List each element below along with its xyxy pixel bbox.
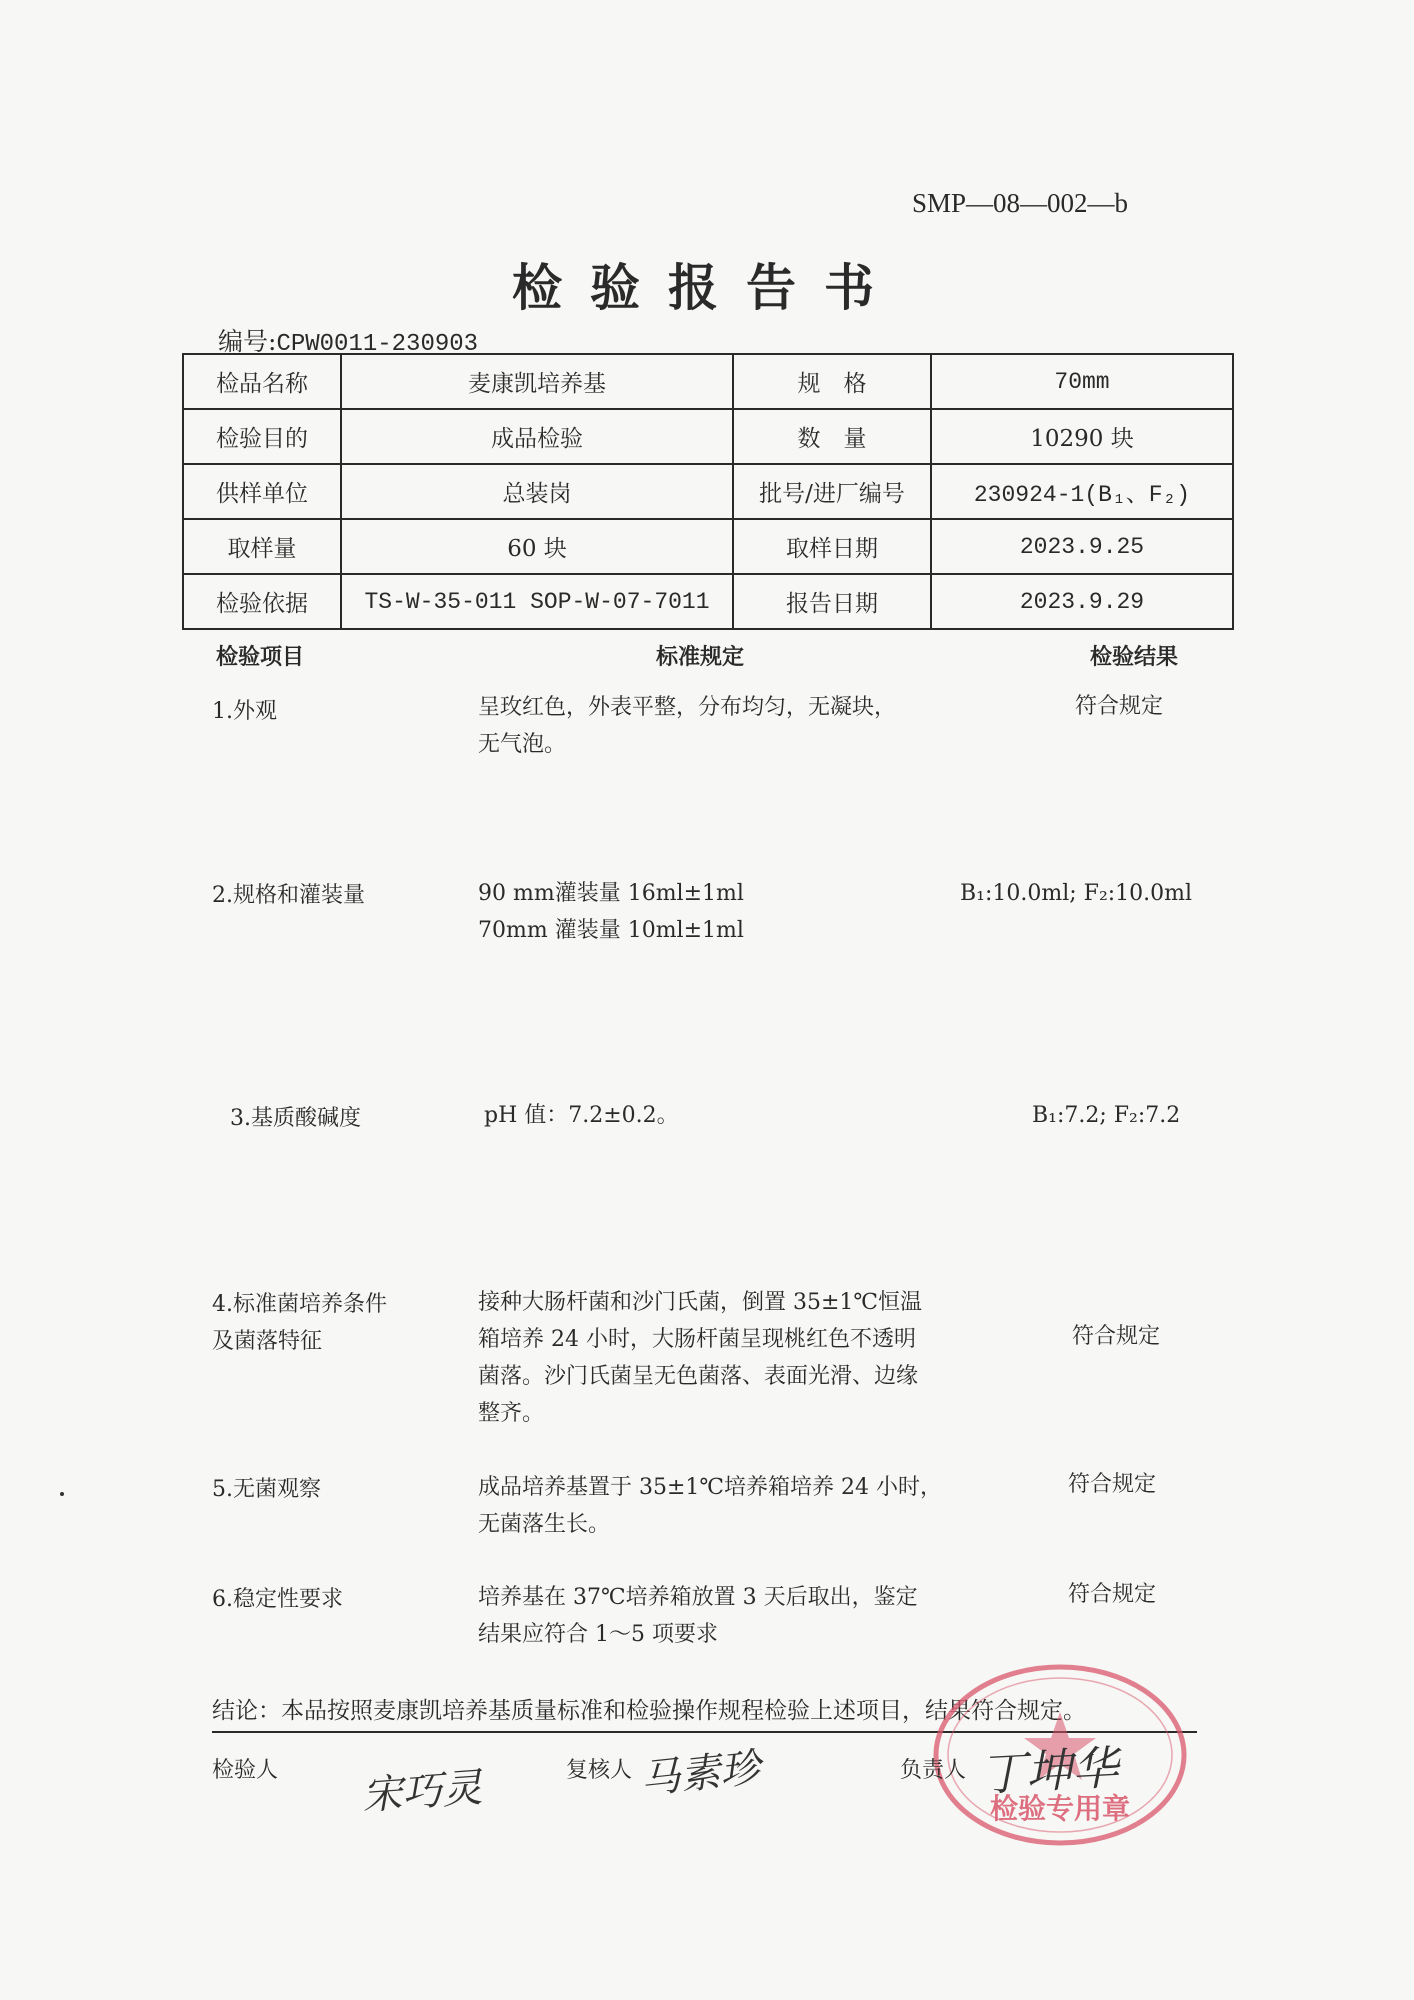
standard-line: 成品培养基置于 35±1℃培养箱培养 24 小时， bbox=[478, 1475, 943, 1500]
info-row bbox=[183, 519, 1233, 574]
info-value: 2023.9.29 bbox=[931, 574, 1233, 629]
standard-line: 无气泡。 bbox=[478, 732, 567, 757]
responsible-label: 负责人 bbox=[900, 1758, 967, 1783]
test-standard bbox=[484, 1097, 1004, 1134]
responsible-signature: 丁坤华 bbox=[978, 1740, 1120, 1802]
test-item bbox=[212, 1581, 343, 1618]
test-item-line: 1.外观 bbox=[212, 699, 277, 724]
test-result: B₁:7.2; F₂:7.2 bbox=[1032, 1103, 1181, 1128]
column-header-item: 检验项目 bbox=[216, 644, 305, 670]
info-value: 总装岗 bbox=[341, 464, 733, 519]
info-row bbox=[183, 464, 1233, 519]
column-header-standard: 标准规定 bbox=[656, 644, 745, 670]
info-value: 2023.9.25 bbox=[931, 519, 1233, 574]
info-value: 麦康凯培养基 bbox=[341, 354, 733, 409]
standard-line: 整齐。 bbox=[478, 1401, 545, 1426]
info-value: 10290 块 bbox=[931, 409, 1233, 464]
test-item-line: 5.无菌观察 bbox=[212, 1477, 321, 1502]
test-result: B₁:10.0ml; F₂:10.0ml bbox=[960, 881, 1193, 906]
info-table bbox=[182, 353, 1234, 630]
info-value: 70mm bbox=[931, 354, 1233, 409]
standard-line: 培养基在 37℃培养箱放置 3 天后取出，鉴定 bbox=[478, 1585, 918, 1610]
test-item-line: 6.稳定性要求 bbox=[212, 1587, 343, 1612]
test-item-line: 及菌落特征 bbox=[212, 1329, 323, 1354]
inspector-label: 检验人 bbox=[212, 1758, 279, 1783]
test-item bbox=[212, 693, 277, 730]
standard-line: 接种大肠杆菌和沙门氏菌，倒置 35±1℃恒温 bbox=[478, 1290, 923, 1315]
info-key: 取样日期 bbox=[733, 519, 931, 574]
page-title: 检验报告书 bbox=[512, 258, 902, 317]
standard-line: 70mm 灌装量 10ml±1ml bbox=[478, 918, 744, 943]
info-key: 规 格 bbox=[733, 354, 931, 409]
test-item bbox=[212, 1471, 321, 1508]
test-result: 符合规定 bbox=[1068, 1582, 1157, 1607]
info-key: 数 量 bbox=[733, 409, 931, 464]
info-value: 230924-1(B₁、F₂) bbox=[931, 464, 1233, 519]
info-key: 批号/进厂编号 bbox=[733, 464, 931, 519]
serial-label: 编号: bbox=[218, 327, 277, 356]
test-standard bbox=[478, 689, 998, 763]
info-key: 检验目的 bbox=[183, 409, 341, 464]
test-item-line: 3.基质酸碱度 bbox=[230, 1106, 361, 1131]
document-code: SMP—08—002—b bbox=[912, 188, 1129, 218]
info-row bbox=[183, 574, 1233, 629]
info-value: 成品检验 bbox=[341, 409, 733, 464]
seal-text: 检验专用章 bbox=[989, 1792, 1131, 1825]
standard-line: 结果应符合 1～5 项要求 bbox=[478, 1622, 718, 1647]
info-key: 供样单位 bbox=[183, 464, 341, 519]
standard-line: 箱培养 24 小时，大肠杆菌呈现桃红色不透明 bbox=[478, 1327, 916, 1352]
standard-line: pH 值：7.2±0.2。 bbox=[484, 1103, 679, 1128]
test-standard bbox=[478, 1284, 998, 1432]
inspector-signature: 宋巧灵 bbox=[360, 1764, 484, 1820]
test-standard bbox=[478, 875, 998, 949]
standard-line: 90 mm灌装量 16ml±1ml bbox=[478, 881, 744, 906]
test-item bbox=[212, 877, 365, 914]
standard-line: 无菌落生长。 bbox=[478, 1512, 611, 1537]
serial-value: CPW0011-230903 bbox=[276, 331, 479, 358]
test-result: 符合规定 bbox=[1068, 1472, 1157, 1497]
test-item bbox=[230, 1100, 361, 1137]
info-row bbox=[183, 409, 1233, 464]
info-key: 检品名称 bbox=[183, 354, 341, 409]
test-standard bbox=[478, 1579, 998, 1653]
reviewer-signature: 马素珍 bbox=[638, 1744, 763, 1804]
stray-mark bbox=[60, 1492, 64, 1496]
test-standard bbox=[478, 1469, 998, 1543]
info-key: 报告日期 bbox=[733, 574, 931, 629]
info-value: TS-W-35-011 SOP-W-07-7011 bbox=[341, 574, 733, 629]
test-item-line: 2.规格和灌装量 bbox=[212, 883, 365, 908]
reviewer-label: 复核人 bbox=[566, 1758, 633, 1783]
test-item-line: 4.标准菌培养条件 bbox=[212, 1292, 387, 1317]
info-key: 检验依据 bbox=[183, 574, 341, 629]
info-key: 取样量 bbox=[183, 519, 341, 574]
info-value: 60 块 bbox=[341, 519, 733, 574]
column-header-result: 检验结果 bbox=[1090, 644, 1179, 670]
test-item bbox=[212, 1286, 387, 1360]
standard-line: 呈玫红色，外表平整，分布均匀，无凝块， bbox=[478, 695, 897, 720]
info-row bbox=[183, 354, 1233, 409]
conclusion: 结论：本品按照麦康凯培养基质量标准和检验操作规程检验上述项目，结果符合规定。 bbox=[212, 1698, 1086, 1724]
test-result: 符合规定 bbox=[1075, 694, 1164, 719]
standard-line: 菌落。沙门氏菌呈无色菌落、表面光滑、边缘 bbox=[478, 1364, 919, 1389]
test-result: 符合规定 bbox=[1072, 1324, 1161, 1349]
